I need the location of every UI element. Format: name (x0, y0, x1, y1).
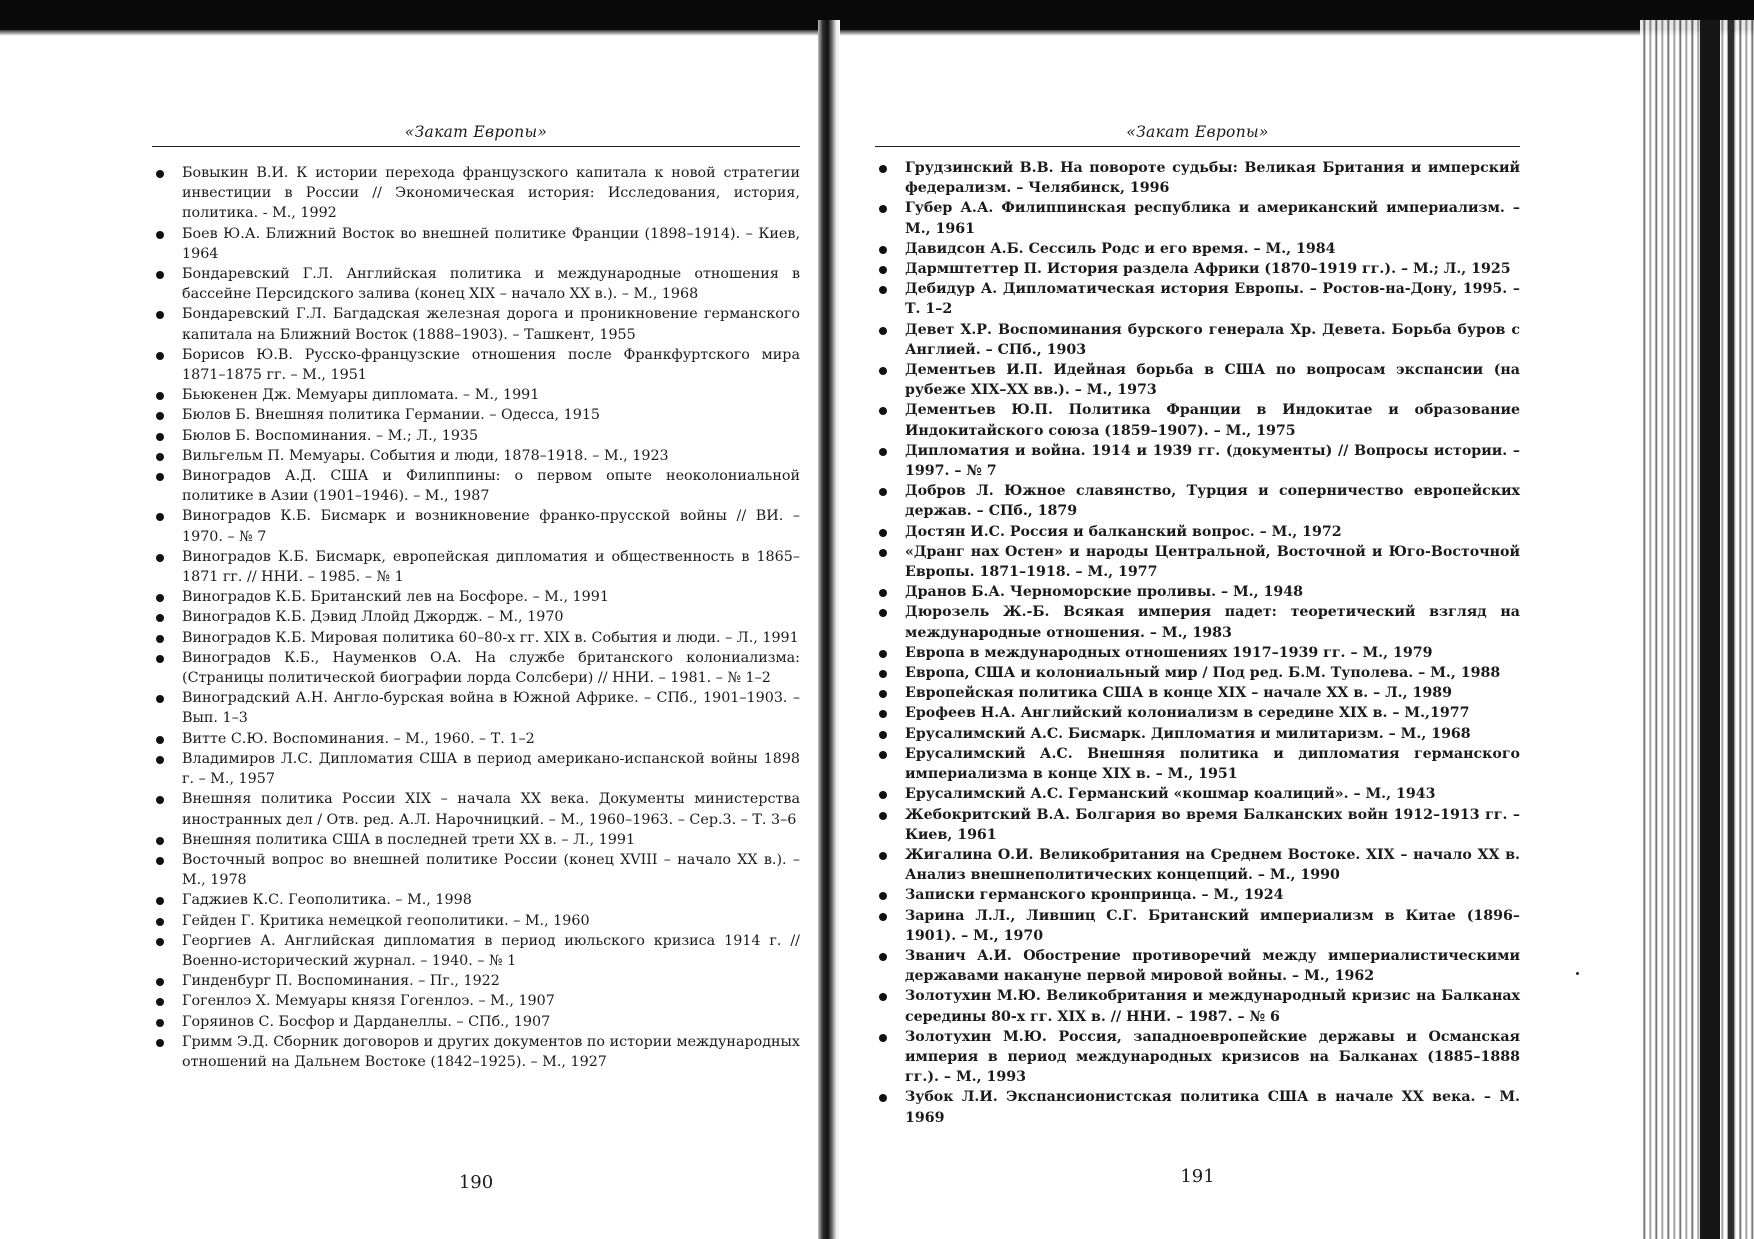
bullet-icon (156, 897, 164, 905)
entry-text: Бондаревский Г.Л. Английская политика и международные отношения в бассейне Персидского залива (конец XIX – начало XX в.). – М., 1968 (182, 266, 800, 303)
bibliography-entry (152, 547, 800, 587)
bullet-icon (879, 731, 887, 739)
bibliography-entry (152, 345, 800, 385)
bibliography-entry (152, 890, 800, 910)
bibliography-entry (875, 320, 1520, 360)
bibliography-entry (152, 628, 800, 648)
bibliography-entry (152, 385, 800, 405)
entry-text: Губер А.А. Филиппинская республика и американский империализм. – М., 1961 (905, 200, 1520, 237)
bullet-icon (156, 170, 164, 178)
bibliography-entry (152, 648, 800, 688)
entry-text: Бондаревский Г.Л. Багдадская железная дорога и проникновение германского капитала на Ближний Восток (1888–1903). – Ташкент, 1955 (182, 306, 800, 343)
entry-text: Дипломатия и война. 1914 и 1939 гг. (документы) // Вопросы истории. – 1997. – № 7 (905, 442, 1520, 480)
entry-text: Дементьев И.П. Идейная борьба в США по вопросам экспансии (на рубеже XIX–XX вв.). – М., 1973 (905, 362, 1520, 399)
bullet-icon (879, 913, 887, 921)
bullet-icon (156, 614, 164, 622)
bibliography-entry (152, 991, 800, 1011)
bullet-icon (156, 796, 164, 804)
bullet-icon (879, 488, 887, 496)
bibliography-entry (875, 906, 1520, 946)
bullet-icon (879, 690, 887, 698)
bullet-icon (156, 1039, 164, 1047)
bullet-icon (879, 892, 887, 900)
bibliography-entry (152, 971, 800, 991)
entry-text: Георгиев А. Английская дипломатия в период июльского кризиса 1914 г. // Военно-исторический журнал. – 1940. – № 1 (182, 932, 800, 969)
bullet-icon (879, 286, 887, 294)
entry-text: Ерусалимский А.С. Бисмарк. Дипломатия и милитаризм. – М., 1968 (905, 725, 1471, 742)
entry-text: Записки германского кронпринца. – М., 1924 (905, 887, 1284, 904)
bullet-icon (879, 993, 887, 1001)
entry-text: Ерофеев Н.А. Английский колониализм в середине XIX в. – М.,1977 (905, 705, 1470, 722)
bullet-icon (879, 751, 887, 759)
bullet-icon (156, 635, 164, 643)
bibliography-entry (875, 259, 1520, 279)
bibliography-entry (875, 845, 1520, 885)
bullet-icon (879, 165, 887, 173)
bibliography-entry (875, 663, 1520, 683)
bibliography-entry (875, 1027, 1520, 1088)
bullet-icon (156, 998, 164, 1006)
bibliography-entry (152, 729, 800, 749)
entry-text: Вильгельм П. Мемуары. События и люди, 1878–1918. – М., 1923 (182, 447, 669, 464)
bibliography-entry (875, 522, 1520, 542)
bullet-icon (156, 695, 164, 703)
entry-text: Виноградов К.Б. Дэвид Ллойд Джордж. – М., 1970 (182, 609, 564, 626)
bibliography-entry (875, 683, 1520, 703)
bullet-icon (879, 609, 887, 617)
bibliography-entry (875, 279, 1520, 319)
bullet-icon (156, 231, 164, 239)
bibliography-entry (152, 264, 800, 304)
bibliography-entry (875, 481, 1520, 521)
entry-text: Гейден Г. Критика немецкой геополитики. – М., 1960 (182, 912, 590, 929)
entry-text: Европа в международных отношениях 1917–1939 гг. – М., 1979 (905, 644, 1433, 661)
bullet-icon (879, 791, 887, 799)
bibliography-entry (152, 830, 800, 850)
entry-text: Золотухин М.Ю. Великобритания и международный кризис на Балканах середины 80-х гг. XIX в. // ННИ. – 1987. – № 6 (905, 988, 1520, 1025)
bullet-icon (156, 352, 164, 360)
bibliography-entry (875, 885, 1520, 905)
bullet-icon (879, 1034, 887, 1042)
entry-text: Девет Х.Р. Воспоминания бурского генерала Хр. Девета. Борьба буров с Англией. – СПб., 1903 (905, 321, 1520, 358)
bibliography-entry (875, 602, 1520, 642)
bibliography-entry (875, 542, 1520, 582)
bibliography-entry (875, 805, 1520, 845)
bibliography-entry (875, 744, 1520, 784)
header-rule (875, 146, 1520, 147)
running-head: «Закат Европы» (1126, 123, 1269, 141)
entry-text: Борисов Ю.В. Русско-французские отношения после Франкфуртского мира 1871–1875 гг. – М., 1951 (182, 346, 800, 384)
entry-text: Виноградов К.Б., Науменков О.А. На службе британского колониализма: (Страницы политической биографии лорда Солсбери) // ННИ. – 1981. – № 1–2 (182, 649, 800, 687)
entry-text: Званич А.И. Обострение противоречий между империалистическими державами накануне первой мировой войны. – М., 1962 (905, 947, 1520, 985)
running-head: «Закат Европы» (404, 123, 548, 141)
bibliography-entry (152, 446, 800, 466)
book-cover-edge-outer (1728, 20, 1734, 1239)
bibliography-entry (875, 198, 1520, 238)
entry-text: Виноградский А.Н. Англо-бурская война в Южной Африке. – СПб., 1901–1903. – Вып. 1–3 (182, 690, 800, 727)
bullet-icon (156, 473, 164, 481)
entry-text: Гогенлоэ Х. Мемуары князя Гогенлоэ. – М., 1907 (182, 993, 555, 1010)
bibliography-entry (875, 986, 1520, 1026)
entry-text: Бюлов Б. Воспоминания. – М.; Л., 1935 (182, 427, 479, 444)
bibliography-entry (152, 405, 800, 425)
page-number: 191 (1180, 1166, 1215, 1187)
bibliography-entry (875, 703, 1520, 723)
bullet-icon (156, 271, 164, 279)
entry-text: Виноградов К.Б. Бисмарк, европейская дипломатия и общественность в 1865–1871 гг. // ННИ. – 1985. – № 1 (182, 548, 800, 586)
entry-text: Ерусалимский А.С. Германский «кошмар коалиций». – М., 1943 (905, 786, 1436, 803)
bullet-icon (156, 837, 164, 845)
bibliography-entry (152, 931, 800, 971)
entry-text: Гинденбург П. Воспоминания. – Пг., 1922 (182, 973, 500, 990)
book-gutter (818, 20, 840, 1239)
bullet-icon (156, 453, 164, 461)
bullet-icon (156, 554, 164, 562)
entry-text: Зарина Л.Л., Лившиц С.Г. Британский империализм в Китае (1896–1901). – М., 1970 (905, 907, 1520, 944)
bibliography-entry (875, 784, 1520, 804)
bullet-icon (156, 412, 164, 420)
bullet-icon (879, 246, 887, 254)
bibliography-entry (152, 466, 800, 506)
bullet-icon (156, 857, 164, 865)
bullet-icon (156, 655, 164, 663)
bibliography-entry (152, 506, 800, 546)
entry-text: Достян И.С. Россия и балканский вопрос. – М., 1972 (905, 523, 1342, 540)
entry-text: Дранов Б.А. Черноморские проливы. – М., 1948 (905, 584, 1303, 601)
entry-text: Внешняя политика США в последней трети XX в. – Л., 1991 (182, 831, 636, 848)
bibliography-entry (152, 607, 800, 627)
bibliography-entry (152, 911, 800, 931)
bibliography-entry (875, 946, 1520, 986)
bullet-icon (879, 205, 887, 213)
entry-text: Внешняя политика России XIX – начала XX века. Документы министерства иностранных дел / Отв. ред. А.Л. Нарочницкий. – М., 1960–1963. – Сер.3. – Т. 3–6 (182, 791, 800, 828)
book-cover-edge (1700, 20, 1720, 1239)
bullet-icon (156, 938, 164, 946)
bullet-icon (156, 1019, 164, 1027)
entry-text: Жигалина О.И. Великобритания на Среднем Востоке. XIX – начало XX в. Анализ внешнеполитических концепций. – М., 1990 (905, 846, 1520, 884)
bullet-icon (156, 433, 164, 441)
bullet-icon (879, 266, 887, 274)
bullet-icon (156, 513, 164, 521)
bibliography-entry (152, 789, 800, 829)
entry-text: Витте С.Ю. Воспоминания. – М., 1960. – Т. 1–2 (182, 730, 535, 747)
bibliography-entry (152, 749, 800, 789)
bibliography-entry (152, 1032, 800, 1072)
bibliography-entry (875, 1087, 1520, 1127)
bullet-icon (156, 978, 164, 986)
bullet-icon (156, 736, 164, 744)
bibliography-entry (875, 158, 1520, 198)
entry-text: Виноградов К.Б. Бисмарк и возникновение франко-прусской войны // ВИ. – 1970. – № 7 (182, 508, 800, 545)
bibliography-entry (152, 224, 800, 264)
bibliography-entry (152, 1012, 800, 1032)
entry-text: Давидсон А.Б. Сессиль Родс и его время. – М., 1984 (905, 240, 1336, 257)
entry-text: Бюлов Б. Внешняя политика Германии. – Одесса, 1915 (182, 407, 601, 424)
bullet-icon (879, 448, 887, 456)
bibliography-entry (875, 724, 1520, 744)
scan-top-border (0, 0, 1754, 30)
bullet-icon (879, 327, 887, 335)
bibliography-entry (875, 582, 1520, 602)
bibliography-entry (875, 441, 1520, 481)
bullet-icon (156, 594, 164, 602)
entry-text: Виноградов А.Д. США и Филиппины: о первом опыте неоколониальной политике в Азии (1901–1946). – М., 1987 (182, 468, 800, 505)
entry-text: Виноградов К.Б. Мировая политика 60–80-х гг. XIX в. События и люди. – Л., 1991 (182, 629, 799, 646)
bullet-icon (156, 756, 164, 764)
header-rule (152, 146, 800, 147)
entry-text: Виноградов К.Б. Британский лев на Босфоре. – М., 1991 (182, 589, 609, 606)
bibliography-entry (152, 688, 800, 728)
entry-text: Восточный вопрос во внешней политике России (конец XVIII – начало XX в.). – М., 1978 (182, 851, 800, 889)
bibliography-entry (875, 360, 1520, 400)
bibliography-entry (152, 850, 800, 890)
entry-text: Дементьев Ю.П. Политика Франции в Индокитае и образование Индокитайского союза (1859–1907). – М., 1975 (905, 402, 1520, 439)
entry-text: Гримм Э.Д. Сборник договоров и других документов по истории международных отношений на Дальнем Востоке (1842–1925). – М., 1927 (182, 1033, 800, 1070)
bibliography-list (152, 163, 800, 1072)
entry-text: «Дранг нах Остен» и народы Центральной, Восточной и Юго-Восточной Европы. 1871–1918. – М., 1977 (905, 543, 1520, 581)
bullet-icon (156, 311, 164, 319)
bibliography-entry (152, 163, 800, 224)
entry-text: Боев Ю.А. Ближний Восток во внешней политике Франции (1898–1914). – Киев, 1964 (182, 225, 800, 262)
bibliography-entry (875, 239, 1520, 259)
bullet-icon (156, 918, 164, 926)
page-number: 190 (458, 1172, 494, 1193)
bullet-icon (879, 529, 887, 537)
bibliography-entry (152, 426, 800, 446)
entry-text: Дюрозель Ж.-Б. Всякая империя падет: теоретический взгляд на международные отношения. – М., 1983 (905, 604, 1520, 641)
bullet-icon (156, 392, 164, 400)
entry-text: Европейская политика США в конце XIX – начале XX в. – Л., 1989 (905, 685, 1452, 702)
bullet-icon (879, 549, 887, 557)
bibliography-entry (152, 587, 800, 607)
bibliography-entry (875, 400, 1520, 440)
bullet-icon (879, 953, 887, 961)
entry-text: Жебокритский В.А. Болгария во время Балканских войн 1912–1913 гг. – Киев, 1961 (905, 806, 1520, 843)
entry-text: Бьюкенен Дж. Мемуары дипломата. – М., 1991 (182, 387, 540, 404)
entry-text: Золотухин М.Ю. Россия, западноевропейские державы и Османская империя в период международных кризисов на Балканах (1885–1888 гг.). – М., 1993 (905, 1028, 1520, 1086)
entry-text: Бовыкин В.И. К истории перехода французского капитала к новой стратегии инвестиции в России // Экономическая история: Исследования, история, политика. - М., 1992 (182, 165, 800, 222)
bullet-icon (879, 710, 887, 718)
bullet-icon (879, 670, 887, 678)
bullet-icon (879, 367, 887, 375)
entry-text: Добров Л. Южное славянство, Турция и соперничество европейских держав. – СПб., 1879 (905, 483, 1520, 520)
bibliography-entry (152, 304, 800, 344)
entry-text: Европа, США и колониальный мир / Под ред. Б.М. Туполева. – М., 1988 (905, 665, 1501, 682)
entry-text: Дармштеттер П. История раздела Африки (1870–1919 гг.). – М.; Л., 1925 (905, 261, 1511, 278)
bullet-icon (879, 1094, 887, 1102)
bullet-icon (879, 852, 887, 860)
entry-text: Гаджиев К.С. Геополитика. – М., 1998 (182, 892, 472, 909)
entry-text: Дебидур А. Дипломатическая история Европы. – Ростов-на-Дону, 1995. – Т. 1–2 (905, 281, 1520, 318)
entry-text: Зубок Л.И. Экспансионистская политика США в начале XX века. – М. 1969 (905, 1089, 1520, 1126)
entry-text: Ерусалимский А.С. Внешняя политика и дипломатия германского империализма в конце XIX в. – М., 1951 (905, 745, 1520, 783)
entry-text: Грудзинский В.В. На повороте судьбы: Великая Британия и имперский федерализм. – Челябинск, 1996 (905, 160, 1520, 197)
bullet-icon (879, 650, 887, 658)
page-edges (1640, 20, 1754, 1239)
bibliography-entry (875, 643, 1520, 663)
entry-text: Горяинов С. Босфор и Дарданеллы. – СПб., 1907 (182, 1013, 551, 1030)
bullet-icon (879, 407, 887, 415)
bibliography-list (875, 158, 1520, 1128)
scan-speck (1576, 972, 1579, 975)
entry-text: Владимиров Л.С. Дипломатия США в период американо-испанской войны 1898 г. – М., 1957 (182, 750, 800, 788)
bullet-icon (879, 812, 887, 820)
bullet-icon (879, 589, 887, 597)
